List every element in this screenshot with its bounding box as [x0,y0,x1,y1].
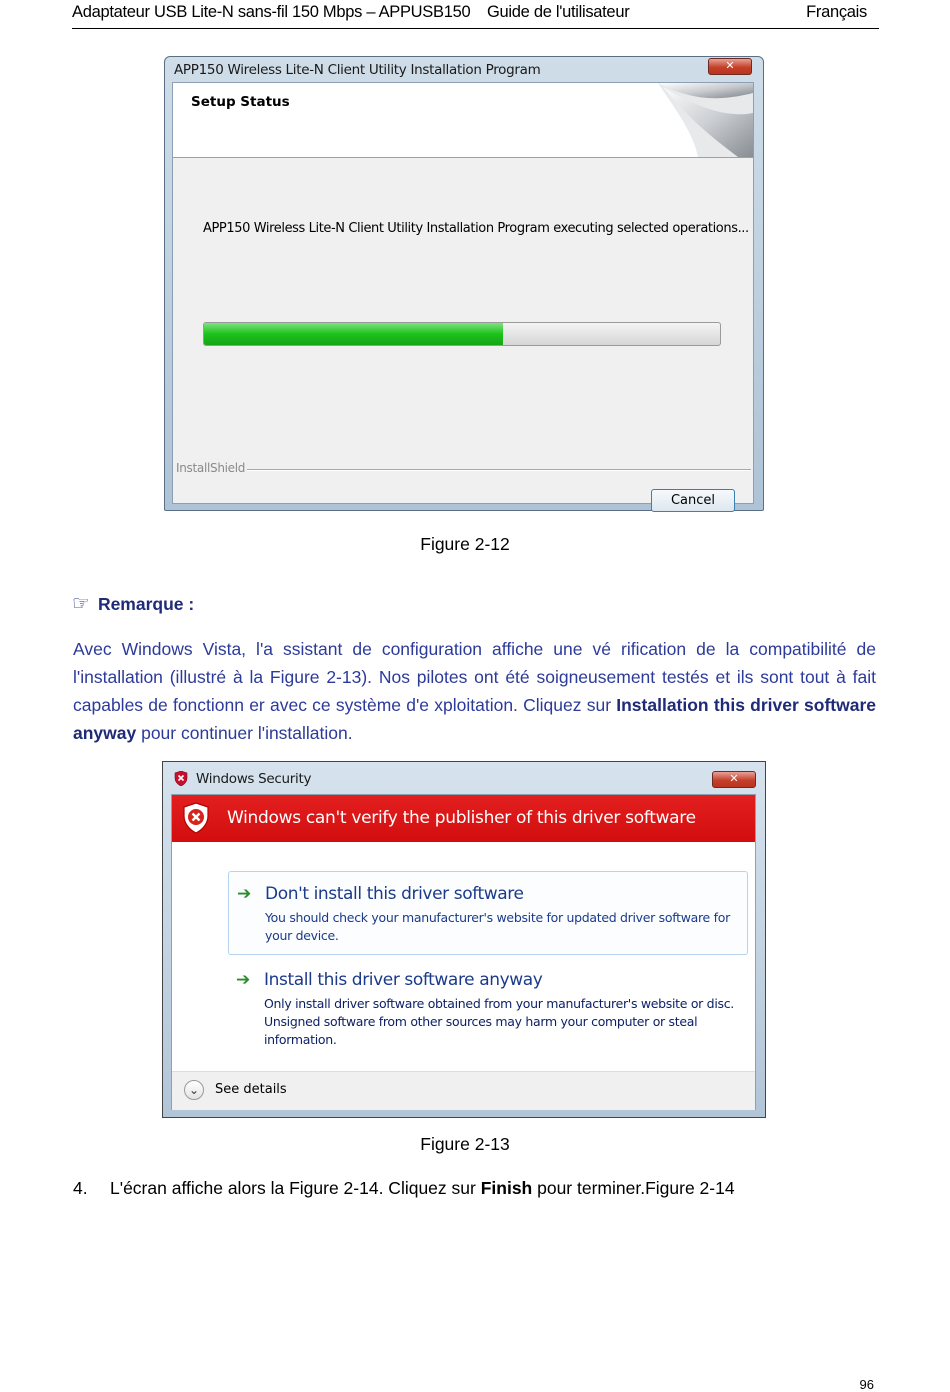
header-product-title: Adaptateur USB Lite-N sans-fil 150 Mbps – APPUSB150 [72,3,471,21]
green-arrow-icon: ➔ [237,884,252,903]
chevron-down-icon[interactable]: ⌄ [184,1080,204,1100]
dont-install-option-description: You should check your manufacturer's website for updated driver software for your device. [265,910,730,943]
figure-2-12-caption: Figure 2-12 [420,534,510,554]
install-anyway-option-description: Only install driver software obtained from your manufacturer's website or disc. Unsigned software from other sources may harm your computer or steal information. [264,996,734,1047]
installshield-label: InstallShield [176,461,246,475]
step-text [110,1178,735,1199]
installer-close-button[interactable]: ✕ [708,58,752,75]
dont-install-option[interactable] [228,871,748,955]
remark-paragraph [73,635,876,747]
remark-heading-label: Remarque : [97,594,195,614]
green-arrow-icon: ➔ [236,970,251,989]
header-language: Français [806,3,867,21]
remark-text-emphasis: Installation this driver software anyway [73,695,876,743]
security-warning-banner [172,795,755,842]
remark-heading [72,591,194,616]
security-shield-icon [174,771,188,786]
setup-status-title: Setup Status [191,94,290,110]
security-client-area [171,794,756,1110]
security-error-shield-icon [182,802,210,834]
security-warning-text: Windows can't verify the publisher of this driver software [227,808,696,828]
install-anyway-option-title: Install this driver software anyway [264,970,543,990]
installer-status-text: APP150 Wireless Lite-N Client Utility Installation Program executing selected operations... [203,221,749,236]
pointing-hand-icon: ☞ [72,593,90,615]
security-dialog-footer [172,1071,755,1110]
cancel-button[interactable]: Cancel [651,489,735,512]
page-curl-graphic [618,83,753,157]
page-number: 96 [859,1377,874,1392]
finish-keyword: Finish [480,1178,533,1198]
installer-window-title: APP150 Wireless Lite-N Client Utility Installation Program [174,62,541,78]
see-details-toggle[interactable]: See details [215,1082,287,1097]
remark-text-part1: Avec Windows Vista, l'a ssistant de configuration affiche une vé rification de la compatibilité de l'installation (illustré à la Figure 2-13). Nos pilotes ont été soigneusement testés et ils sont tout à fait capables de fonctionn er avec ce système d'e xploitation. Cliquez sur [73,639,876,715]
installer-client-area [172,82,754,508]
header-guide-title: Guide de l'utilisateur [487,3,630,21]
remark-text-part2: pour continuer l'installation. [136,723,353,743]
installation-progress-fill [204,323,503,345]
step-text-part1: L'écran affiche alors la Figure 2-14. Cliquez sur [110,1178,481,1198]
setup-status-banner [173,83,753,158]
installation-progress-bar [203,322,721,346]
figure-2-13-caption: Figure 2-13 [420,1134,510,1154]
installshield-divider [247,469,751,471]
install-anyway-option[interactable] [228,958,748,1048]
security-window-title: Windows Security [196,771,312,787]
security-close-button[interactable]: ✕ [712,771,756,788]
page-header [72,0,879,29]
windows-security-screenshot [162,761,766,1118]
step-text-part2: pour terminer.Figure 2-14 [532,1178,735,1198]
step-number: 4. [73,1178,88,1198]
installer-window-screenshot [164,56,764,511]
dont-install-option-title: Don't install this driver software [265,884,524,904]
